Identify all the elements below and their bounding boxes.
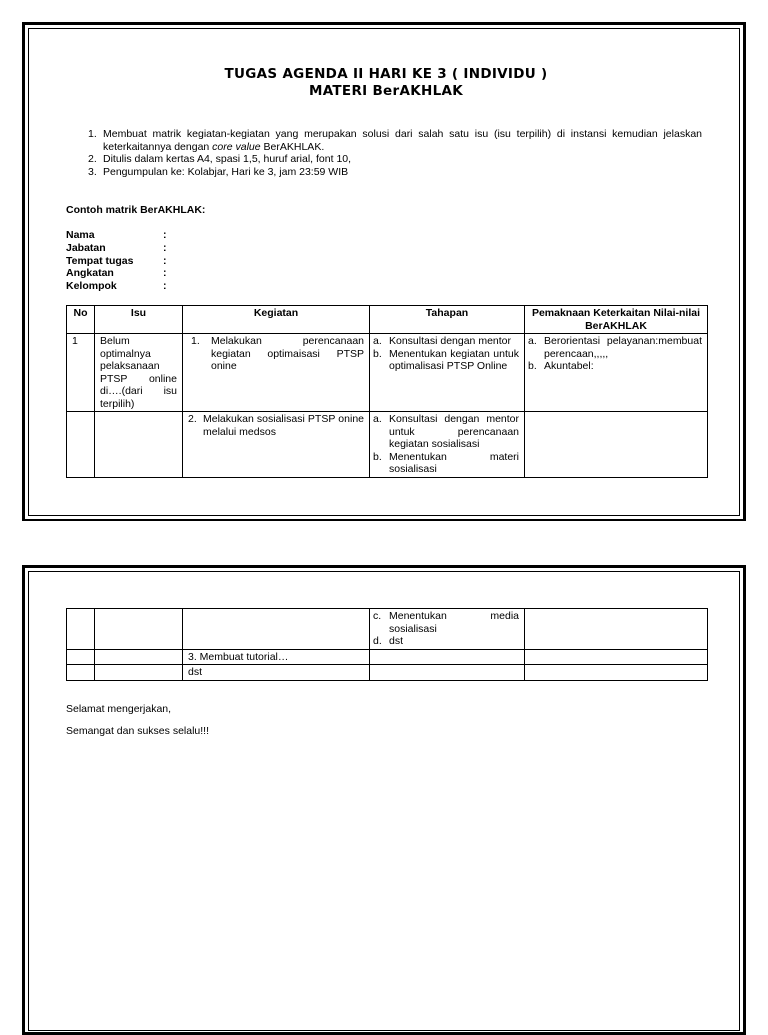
matrix-table-continued bbox=[66, 608, 708, 681]
cell-kegiatan bbox=[183, 412, 370, 478]
cell-isu bbox=[95, 609, 183, 650]
tahapan-item bbox=[373, 635, 519, 648]
field-colon: : bbox=[163, 267, 167, 280]
cell-tahapan bbox=[370, 609, 525, 650]
cell-tahapan bbox=[370, 665, 525, 681]
table-row bbox=[67, 412, 708, 478]
field-row bbox=[66, 267, 186, 280]
cell-tahapan bbox=[370, 412, 525, 478]
header-kegiatan: Kegiatan bbox=[183, 306, 370, 334]
table-row bbox=[67, 334, 708, 412]
tahapan-item bbox=[373, 451, 519, 476]
table-row bbox=[67, 665, 708, 681]
pemaknaan-text: Berorientasi pelayanan:membuat perencaan,,,,, bbox=[544, 335, 702, 360]
pemaknaan-item bbox=[528, 335, 702, 360]
tahapan-marker: a. bbox=[373, 413, 382, 425]
tahapan-item bbox=[373, 413, 519, 451]
tahapan-marker: a. bbox=[373, 335, 382, 347]
header-no: No bbox=[67, 306, 95, 334]
cell-no bbox=[67, 412, 95, 478]
tahapan-marker: b. bbox=[373, 450, 382, 463]
cell-kegiatan: 3. Membuat tutorial… bbox=[183, 649, 370, 665]
tahapan-text: Menentukan kegiatan untuk optimalisasi PTSP Online bbox=[389, 347, 519, 372]
cell-pemaknaan bbox=[525, 609, 708, 650]
header-tahapan: Tahapan bbox=[370, 306, 525, 334]
page-gap bbox=[0, 521, 768, 565]
cell-isu bbox=[95, 649, 183, 665]
header-isu: Isu bbox=[95, 306, 183, 334]
instruction-number: 2. bbox=[88, 153, 97, 165]
cell-isu bbox=[95, 412, 183, 478]
instruction-item bbox=[66, 166, 702, 179]
kegiatan-number: 2. bbox=[188, 413, 197, 425]
table-row bbox=[67, 609, 708, 650]
field-colon: : bbox=[163, 229, 167, 241]
instruction-number: 3. bbox=[88, 165, 97, 178]
cell-no bbox=[67, 609, 95, 650]
identity-fields bbox=[66, 229, 186, 293]
field-label: Nama bbox=[66, 229, 95, 241]
cell-pemaknaan bbox=[525, 334, 708, 412]
pemaknaan-marker: b. bbox=[528, 360, 537, 372]
instruction-item bbox=[66, 128, 702, 153]
field-label: Tempat tugas bbox=[66, 254, 134, 267]
cell-tahapan bbox=[370, 649, 525, 665]
instruction-number: 1. bbox=[88, 128, 97, 140]
tahapan-marker: d. bbox=[373, 635, 382, 647]
cell-pemaknaan bbox=[525, 665, 708, 681]
cell-tahapan bbox=[370, 334, 525, 412]
cell-kegiatan: dst bbox=[183, 665, 370, 681]
table-header-row bbox=[67, 306, 708, 334]
tahapan-text: Menentukan materi sosialisasi bbox=[389, 450, 519, 475]
instruction-list bbox=[66, 128, 702, 178]
cell-pemaknaan bbox=[525, 412, 708, 478]
tahapan-item bbox=[373, 348, 519, 373]
header-pemaknaan: Pemaknaan Keterkaitan Nilai-nilai BerAKHLAK bbox=[525, 306, 708, 334]
field-label: Kelompok bbox=[66, 280, 117, 293]
page-2 bbox=[0, 565, 768, 1024]
cell-pemaknaan bbox=[525, 649, 708, 665]
cell-isu bbox=[95, 665, 183, 681]
kegiatan-item bbox=[191, 335, 364, 373]
tahapan-text: dst bbox=[389, 635, 404, 647]
title-line-2: MATERI BerAKHLAK bbox=[308, 83, 463, 99]
field-label: Jabatan bbox=[66, 241, 106, 254]
field-colon: : bbox=[163, 241, 167, 254]
tahapan-text: Menentukan media sosialisasi bbox=[389, 610, 519, 635]
field-row bbox=[66, 229, 186, 242]
instruction-item bbox=[66, 153, 702, 166]
kegiatan-text: Melakukan perencanaan kegiatan optimaisasi PTSP onine bbox=[211, 335, 364, 372]
cell-isu: Belum optimalnya pelaksanaan PTSP online di….(dari isu terpilih) bbox=[95, 334, 183, 412]
cell-kegiatan bbox=[183, 334, 370, 412]
cell-no bbox=[67, 665, 95, 681]
field-row bbox=[66, 280, 186, 293]
cell-no: 1 bbox=[67, 334, 95, 412]
title-line-1: TUGAS AGENDA II HARI KE 3 ( INDIVIDU ) bbox=[224, 66, 548, 82]
pemaknaan-item bbox=[528, 360, 702, 373]
closing-greeting: Selamat mengerjakan, bbox=[66, 703, 172, 715]
tahapan-text: Konsultasi dengan mentor untuk perencanaan kegiatan sosialisasi bbox=[389, 413, 519, 450]
instruction-text-end: BerAKHLAK. bbox=[260, 140, 325, 153]
cell-no bbox=[67, 649, 95, 665]
tahapan-marker: c. bbox=[373, 610, 382, 622]
field-row bbox=[66, 255, 186, 268]
tahapan-item bbox=[373, 610, 519, 635]
matrix-table bbox=[66, 305, 708, 478]
pemaknaan-text: Akuntabel: bbox=[544, 360, 594, 372]
kegiatan-item bbox=[188, 413, 364, 438]
example-heading: Contoh matrik BerAKHLAK: bbox=[66, 204, 206, 216]
closing-encouragement: Semangat dan sukses selalu!!! bbox=[66, 725, 210, 737]
field-colon: : bbox=[163, 254, 167, 267]
table-row bbox=[67, 649, 708, 665]
pemaknaan-marker: a. bbox=[528, 335, 537, 347]
field-colon: : bbox=[163, 280, 167, 293]
kegiatan-number: 1. bbox=[191, 335, 200, 347]
tahapan-marker: b. bbox=[373, 347, 382, 360]
field-label: Angkatan bbox=[66, 267, 114, 280]
instruction-emphasis: core value bbox=[212, 140, 261, 153]
instruction-text: Pengumpulan ke: Kolabjar, Hari ke 3, jam 23:59 WIB bbox=[103, 165, 349, 178]
kegiatan-text: Melakukan sosialisasi PTSP onine melalui medsos bbox=[203, 413, 364, 438]
document-title bbox=[66, 66, 706, 100]
tahapan-item bbox=[373, 335, 519, 348]
instruction-text: Membuat matrik kegiatan-kegiatan yang merupakan solusi dari salah satu isu (isu terpilih) di instansi kemudian jelaskan keterkaitannya dengan bbox=[103, 128, 702, 153]
tahapan-text: Konsultasi dengan mentor bbox=[389, 335, 511, 347]
cell-kegiatan bbox=[183, 609, 370, 650]
field-row bbox=[66, 242, 186, 255]
instruction-text: Ditulis dalam kertas A4, spasi 1,5, huruf arial, font 10, bbox=[103, 153, 352, 165]
